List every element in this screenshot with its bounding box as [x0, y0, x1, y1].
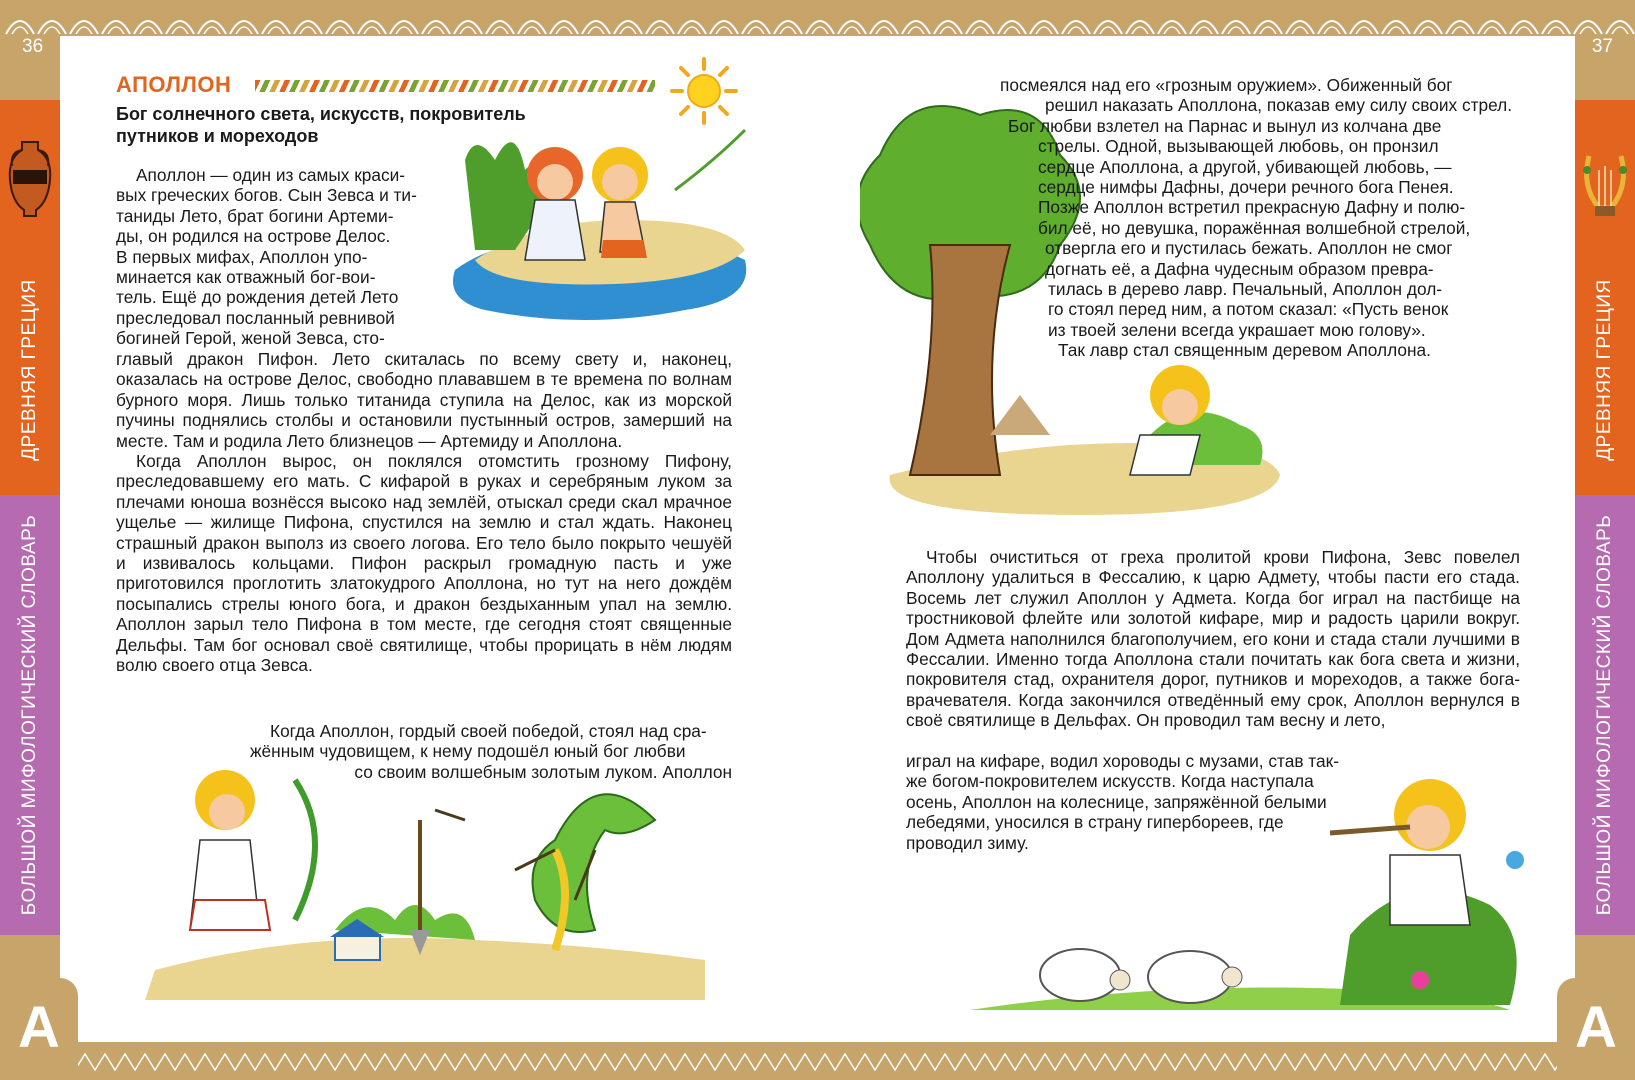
left-bottom-line: Когда Аполлон, гордый своей победой, стоял над сра-: [270, 721, 707, 741]
right-paragraph: Чтобы очиститься от греха пролитой крови Пифона, Зевс повелел Аполлону удалиться в Фессалию, к царю Адмету, чтобы пасти его стада. Восемь лет служил Аполлон у Адмета. Когда бог играл на пастбище на тростниковой флейте или золотой кифаре, мир и радость царили вокруг. Дом Адмета наполнился благополучием, его кони и стада стали лучшими в Фессалии. Именно тогда Аполлона стали почитать как бога света и жизни, покровителя стад, охранителя дорог, путников и мореходов, а также бога-врачевателя. Когда закончился отведённый ему срок, Аполлон вернулся в своё святилище в Дельфах. Он проводил там весну и лето,: [906, 547, 1520, 731]
right-top-line: тилась в дерево лавр. Печальный, Аполлон дол-: [1048, 279, 1443, 300]
left-intro-line: таниды Лето, брат богини Артеми-: [116, 205, 394, 226]
arch-ornament: [844, 27, 860, 34]
article-title: АПОЛЛОН: [116, 72, 232, 97]
book-tab-label-right: БОЛЬШОЙ МИФОЛОГИЧЕСКИЙ СЛОВАРЬ: [1594, 514, 1615, 916]
page-number-left: 36: [22, 36, 44, 57]
left-bottom-line: жённым чудовищем, к нему подошёл юный бог любви: [250, 741, 686, 762]
right-main-paragraph: [906, 547, 1520, 731]
arch-ornament: [1068, 27, 1084, 34]
arch-ornament: [524, 27, 540, 34]
left-paragraph-1: главый дракон Пифон. Лето скиталась по всему свету и, наконец, оказалась на острове Делос, свободно плававшем в те времена по волнам бурного моря. Лишь только титанида ступила на Делос, как из морской пучины поднялись столбы и остановили пустынный остров, замерший на месте. Там и родила Лето близнецов — Артемиду и Аполлона.: [116, 349, 732, 451]
arch-ornament: [12, 27, 28, 34]
arch-ornament: [812, 27, 828, 34]
arch-ornament: [940, 27, 956, 34]
side-tab-section-right: [1575, 100, 1635, 495]
left-intro-line: преследовал посланный ревнивой: [116, 307, 395, 328]
right-top-line: Бог любви взлетел на Парнас и вынул из колчана две: [1008, 115, 1442, 136]
arch-ornament: [1132, 27, 1148, 34]
arch-ornament: [620, 27, 636, 34]
arch-ornament: [1164, 27, 1180, 34]
arch-ornament: [1388, 27, 1404, 34]
right-bottom-line: лебедями, уносился в страну гипербореев, где: [906, 812, 1284, 833]
arch-ornament: [876, 27, 892, 34]
arch-ornament: [1196, 27, 1212, 34]
apollo-flute-sheep-illustration: [970, 755, 1540, 1020]
right-bottom-line: осень, Аполлон на колеснице, запряжённой белыми: [906, 791, 1327, 812]
side-tab-book-left: [0, 495, 60, 935]
arch-ornament: [1036, 27, 1052, 34]
left-main-text: [116, 349, 732, 676]
arch-ornament: [364, 27, 380, 34]
right-top-line: отвергла его и пустилась бежать. Аполлон не смог: [1045, 238, 1453, 259]
arch-ornament: [428, 27, 444, 34]
arch-ornament: [460, 27, 476, 34]
arch-ornament: [268, 27, 284, 34]
arch-ornament: [556, 27, 572, 34]
right-top-line: Так лавр стал священным деревом Аполлона.: [1058, 340, 1431, 361]
left-intro-line: богиней Герой, женой Зевса, сто-: [116, 328, 385, 349]
zigzag-line: [0, 1054, 1635, 1070]
arch-ornament: [1484, 27, 1500, 34]
arch-ornament: [684, 27, 700, 34]
section-tab-label-left: ДРЕВНЯЯ ГРЕЦИЯ: [19, 279, 40, 461]
right-bottom-line: играл на кифаре, водил хороводы с музами, став так-: [906, 751, 1339, 771]
arch-ornament: [1228, 27, 1244, 34]
arch-ornament: [652, 27, 668, 34]
arch-ornament: [588, 27, 604, 34]
right-top-paragraph: [950, 75, 1515, 361]
letter-index-left[interactable]: А: [0, 978, 78, 1076]
left-intro-line: Аполлон — один из самых краси-: [136, 165, 406, 185]
arch-ornament: [140, 27, 156, 34]
right-top-line: Позже Аполлон встретил прекрасную Дафну и полю-: [1038, 197, 1466, 218]
arch-ornament: [236, 27, 252, 34]
article-subtitle: Бог солнечного света, искусств, покровитель путников и мореходов: [116, 104, 526, 146]
amphora-icon: [0, 130, 60, 230]
page-number-right: 37: [1591, 36, 1613, 57]
right-top-line: сердце Аполлона, а другой, убивающей любовь, —: [1038, 156, 1452, 177]
bottom-decorative-border: [0, 1044, 1635, 1080]
arch-ornament: [1580, 27, 1596, 34]
left-bottom-line: со своим волшебным золотым луком. Аполлон: [354, 761, 732, 782]
arch-ornament: [492, 27, 508, 34]
arch-ornament: [204, 27, 220, 34]
right-top-line: посмеялся над его «грозным оружием». Обиженный бог: [1000, 75, 1453, 95]
right-top-line: из твоей зелени всегда украшает мою голову».: [1048, 319, 1426, 340]
section-tab-label-right: ДРЕВНЯЯ ГРЕЦИЯ: [1594, 279, 1615, 461]
arch-ornament: [780, 27, 796, 34]
arch-ornament: [300, 27, 316, 34]
arch-ornament: [76, 27, 92, 34]
right-top-line: бил её, но девушка, поражённая волшебной стрелой,: [1038, 217, 1471, 238]
right-top-line: сердце нимфы Дафны, дочери речного бога Пенея.: [1038, 177, 1454, 198]
zigzag-ornament-icon: [0, 1044, 1635, 1080]
left-intro-line: В первых мифах, Аполлон упо-: [116, 246, 368, 267]
right-top-line: го стоял перед ним, а потом сказал: «Пусть венок: [1048, 299, 1449, 320]
arch-ornament: [172, 27, 188, 34]
arch-ornament: [1292, 27, 1308, 34]
left-intro-line: ды, он родился на острове Делос.: [116, 226, 391, 247]
book-tab-label-left: БОЛЬШОЙ МИФОЛОГИЧЕСКИЙ СЛОВАРЬ: [19, 514, 40, 916]
left-paragraph-2: Когда Аполлон вырос, он поклялся отомстить грозному Пифону, преследовавшему его мать. С кифарой в руках и серебряным луком за плечами юноша вознёсся высоко над землёй, отыскал среди скал мрачное ущелье — жилище Пифона, спустился на землю и стал ждать. Наконец страшный дракон выполз из своего логова. Его тело было покрыто чешуёй и извивалось кольцами. Пифон раскрыл громадную пасть и уже приготовился проглотить златокудрого Аполлона, но тут на него дождём посыпались стрелы юного бога, и дракон бездыханным упал на землю. Аполлон зарыл тело Пифона в том месте, где сегодня стоят священные Дельфы. Там бог основал своё святилище, чтобы прорицать в нём людям волю своего отца Зевса.: [116, 451, 732, 676]
arch-ornament: [396, 27, 412, 34]
arch-ornament: [1516, 27, 1532, 34]
arch-ornament: [1452, 27, 1468, 34]
apollo-python-illustration: [135, 760, 735, 1010]
right-bottom-line: же богом-покровителем искусств. Когда наступала: [906, 771, 1314, 792]
arch-ornament: [1420, 27, 1436, 34]
title-stripe-divider: [255, 80, 655, 92]
arch-ornament: [1356, 27, 1372, 34]
arch-ornament: [1004, 27, 1020, 34]
arch-ornament: [332, 27, 348, 34]
arch-ornament: [108, 27, 124, 34]
arch-ornament: [44, 27, 60, 34]
lyre-icon: [1575, 140, 1635, 240]
top-decorative-border: [0, 0, 1635, 36]
arch-ornament: [972, 27, 988, 34]
arch-ornament: [1324, 27, 1340, 34]
arch-ornament: [1612, 27, 1628, 34]
left-intro-line: минается как отважный бог-вои-: [116, 267, 376, 288]
left-intro-line: вых греческих богов. Сын Зевса и ти-: [116, 185, 417, 206]
wave-ornament-icon: [0, 0, 1635, 36]
arch-ornament: [1100, 27, 1116, 34]
right-top-line: догнать её, а Дафна чудесным образом превра-: [1045, 258, 1434, 279]
sun-icon: [668, 55, 740, 127]
left-intro-paragraph: [116, 165, 434, 349]
right-top-line: стрелы. Одной, вызывающей любовь, он пронзил: [1038, 136, 1439, 157]
left-intro-line: тель. Ещё до рождения детей Лето: [116, 287, 399, 308]
right-top-line: решил наказать Аполлона, показав ему силу своих стрел.: [1045, 95, 1513, 116]
arch-ornament: [908, 27, 924, 34]
arch-ornament: [1548, 27, 1564, 34]
letter-index-right[interactable]: А: [1557, 978, 1635, 1076]
side-tab-book-right: [1575, 495, 1635, 935]
right-bottom-line: проводил зиму.: [906, 832, 1029, 853]
arch-ornament: [716, 27, 732, 34]
arch-ornament: [1260, 27, 1276, 34]
arch-ornament: [748, 27, 764, 34]
apollo-artemis-island-illustration: [445, 120, 775, 330]
side-tab-section-left: [0, 100, 60, 495]
